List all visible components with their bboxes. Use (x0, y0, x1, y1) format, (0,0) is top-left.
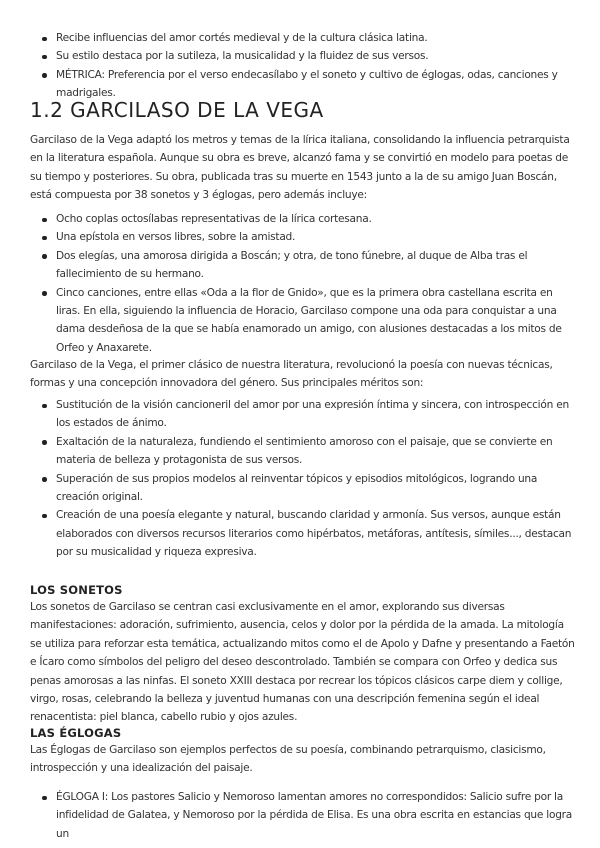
top-bullet-list (30, 29, 575, 103)
list-item: ÉGLOGA I: Los pastores Salicio y Nemoroso lamentan amores no correspondidos: Salicio sufre por la infidelidad de Galatea, y Nemoroso por la pérdida de Elisa. Es una obra escrita en estancias que logra un (30, 788, 575, 843)
intro-paragraph: Garcilaso de la Vega adaptó los metros y temas de la lírica italiana, consolidando la influencia petrarquista en la literatura española. Aunque su obra es breve, alcanzó fama y se convirtió en modelo para poetas de su tiempo y posteriores. Su obra, publicada tras su muerte en 1543 junto a la de su amigo Juan Boscán, está compuesta por 38 sonetos y 3 églogas, pero además incluye: (30, 134, 570, 202)
eglogas-list (30, 788, 575, 843)
list-item: Creación de una poesía elegante y natural, buscando claridad y armonía. Sus versos, aunque están elaborados con diversos recursos literarios como hipérbatos, metáforas, antítesis, símiles..., destacan por su musicalidad y riqueza expresiva. (30, 506, 575, 561)
list-item: Superación de sus propios modelos al reinventar tópicos y episodios mitológicos, logrando una creación original. (30, 470, 575, 507)
sonetos-paragraph: Los sonetos de Garcilaso se centran casi exclusivamente en el amor, explorando sus diversas manifestaciones: adoración, sufrimiento, ausencia, celos y dolor por la pérdida de la amada. La mitología se utiliza para reforzar esta temática, actualizando mitos como el de Apolo y Dafne y presentando a Faetón e Ícaro como símbolos del peligro del deseo descontrolado. También se compara con Orfeo y dedica sus penas amorosas a las ninfas. El soneto XXIII destaca por recrear los tópicos clásicos carpe diem y collige, virgo, rosas, celebrando la belleza y juventud humanas con una descripción femenina según el ideal renacentista: piel blanca, cabello rubio y ojos azules. (30, 601, 575, 724)
works-list (30, 210, 575, 357)
list-item: Su estilo destaca por la sutileza, la musicalidad y la fluidez de sus versos. (30, 47, 575, 65)
list-item: Exaltación de la naturaleza, fundiendo el sentimiento amoroso con el paisaje, que se convierte en materia de belleza y protagonista de sus versos. (30, 433, 575, 470)
list-item: Ocho coplas octosílabas representativas de la lírica cortesana. (30, 210, 575, 228)
eglogas-paragraph: Las Églogas de Garcilaso son ejemplos perfectos de su poesía, combinando petrarquismo, clasicismo, introspección y una idealización del paisaje. (30, 744, 546, 775)
eglogas-heading: LAS ÉGLOGAS (30, 726, 122, 740)
list-item: Dos elegías, una amorosa dirigida a Boscán; y otra, de tono fúnebre, al duque de Alba tras el fallecimiento de su hermano. (30, 247, 575, 284)
merits-paragraph: Garcilaso de la Vega, el primer clásico de nuestra literatura, revolucionó la poesía con nuevas técnicas, formas y una concepción innovadora del género. Sus principales méritos son: (30, 359, 553, 390)
sonetos-heading: LOS SONETOS (30, 583, 123, 597)
section-title: 1.2 GARCILASO DE LA VEGA (30, 98, 324, 122)
list-item: Cinco canciones, entre ellas «Oda a la flor de Gnido», que es la primera obra castellana escrita en liras. En ella, siguiendo la influencia de Horacio, Garcilaso compone una oda para conquistar a una dama desdeñosa de la que se había enamorado un amigo, con alusiones destacadas a los mitos de Orfeo y Anaxarete. (30, 284, 575, 358)
list-item: Una epístola en versos libres, sobre la amistad. (30, 228, 575, 246)
list-item: Sustitución de la visión cancioneril del amor por una expresión íntima y sincera, con introspección en los estados de ánimo. (30, 396, 575, 433)
list-item: MÉTRICA: Preferencia por el verso endecasílabo y el soneto y cultivo de églogas, odas, canciones y madrigales. (30, 66, 575, 103)
list-item: Recibe influencias del amor cortés medieval y de la cultura clásica latina. (30, 29, 575, 47)
merits-list (30, 396, 575, 562)
